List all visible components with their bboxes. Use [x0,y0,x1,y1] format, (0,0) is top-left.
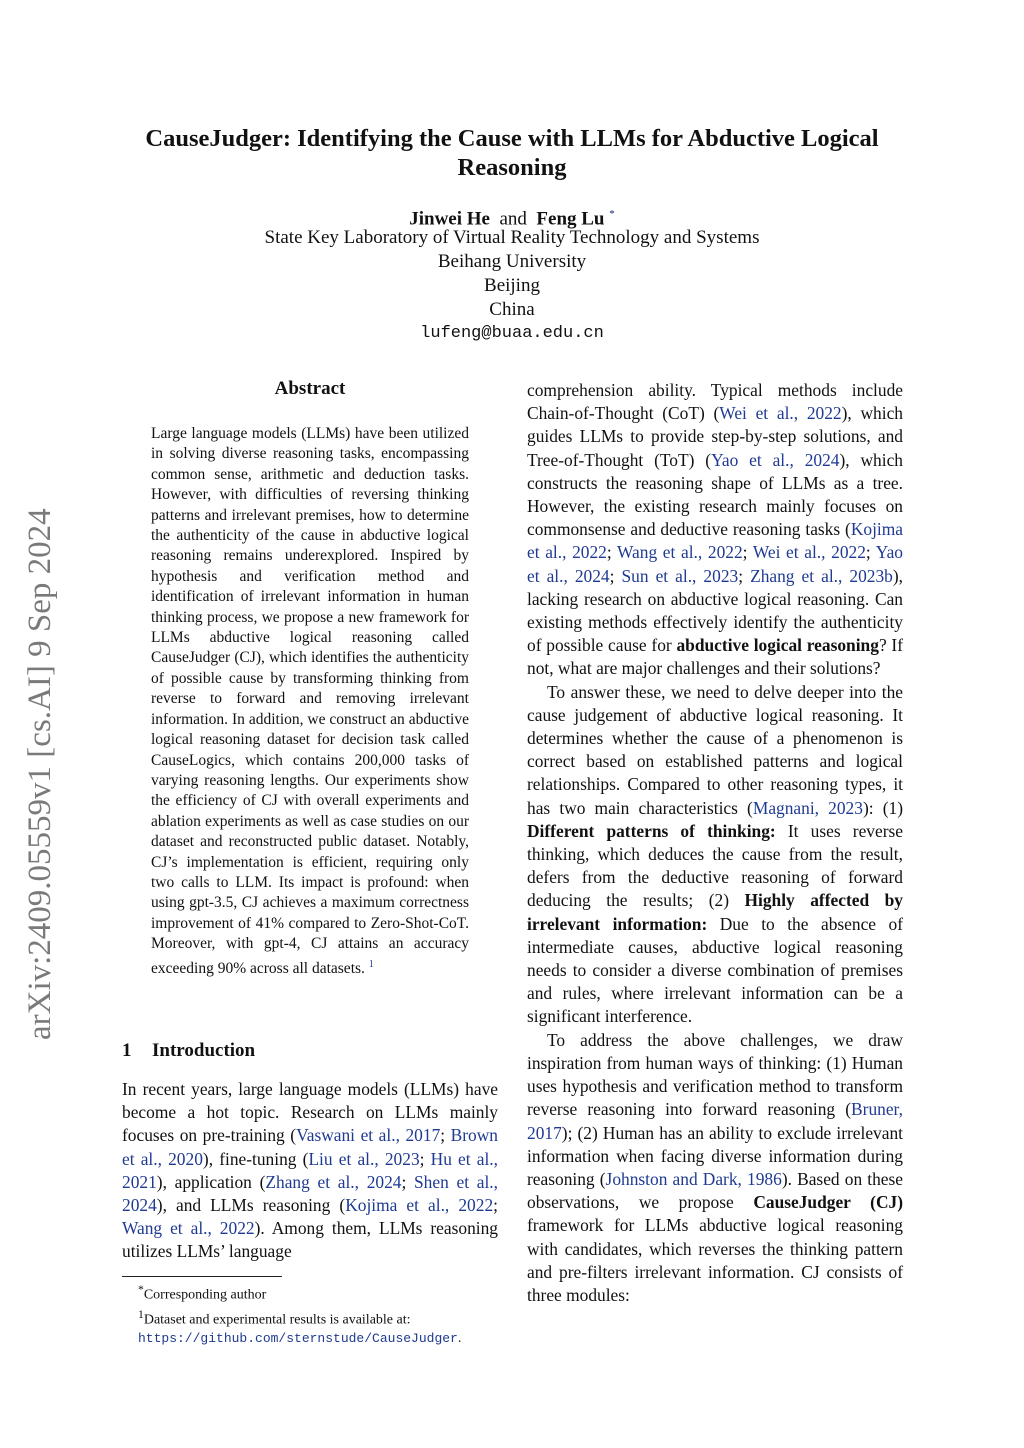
author-and: and [499,208,527,230]
abstract-text: Large language models (LLMs) have been utilized in solving diverse reasoning tasks, encompassing common sense, arithmetic and deduction tasks. However, with difficulties of reversing thinking patterns and irrelevant premises, how to determine the authenticity of the cause in abductive logical reasoning remains underexplored. Inspired by hypothesis and verification method and identification of irrelevant information in human thinking process, we propose a new framework for LLMs abductive logical reasoning called CauseJudger (CJ), which identifies the authenticity of possible cause by transforming thinking from reverse to forward and removing irrelevant information. In addition, we construct an abductive logical reasoning dataset for decision task called CauseLogics, which contains 200,000 tasks of varying reasoning lengths. Our experiments show the efficiency of CJ with overall experiments and ablation experiments as well as case studies on our dataset and reconstructed public dataset. Notably, CJ’s implementation is efficient, requiring only two calls to LLM. Its impact is profound: when using gpt-3.5, CJ achieves a maximum correctness improvement of 41% compared to Zero-Shot-CoT. Moreover, with gpt-4, CJ attains an accuracy exceeding 90% across all datasets. [151,425,469,977]
intro-paragraph-2: To answer these, we need to delve deeper into the cause judgement of abductive logical reasoning. It determines whether the cause of a phenomenon is correct based on established patterns and logical relationships. Compared to other reasoning types, it has two main characteristics (Magnani, 2023): (1) Different patterns of thinking: It uses reverse thinking, which deduces the cause from the result, defers from the deductive reasoning of forward deducing the results; (2) Highly affected by irrelevant information: Due to the absence of intermediate causes, abductive logical reasoning needs to consider a diverse combination of premises and rules, where irrelevant information can be a significant interference. [527,681,903,1027]
intro-right-column [527,379,903,1307]
intro-paragraph-left: In recent years, large language models (LLMs) have become a hot topic. Research on LLMs mainly focuses on pre-training (Vaswani et al., 2017; Brown et al., 2020), fine-tuning (Liu et al., 2023; Hu et al., 2021), application (Zhang et al., 2024; Shen et al., 2024), and LLMs reasoning (Kojima et al., 2022; Wang et al., 2022). Among them, LLMs reasoning utilizes LLMs’ language [122,1079,499,1262]
cite-bruner[interactable]: Bruner, 2017 [527,1099,903,1143]
cite-kojima[interactable]: Kojima et al., 2022 [345,1195,494,1216]
cite-brown[interactable]: Brown et al., 2020 [122,1125,498,1169]
section-title: Introduction [152,1040,256,1061]
footnote-1 [122,1305,502,1349]
cite-magnani[interactable]: Magnani, 2023 [752,797,863,818]
cite-wei[interactable]: Wei et al., 2022 [719,403,842,424]
cite-vaswani[interactable]: Vaswani et al., 2017 [296,1125,441,1146]
section-number: 1 [122,1040,132,1061]
intro-paragraph-1-cont: comprehension ability. Typical methods include Chain-of-Thought (CoT) (Wei et al., 2022), which guides LLMs to provide step-by-step solutions, and Tree-of-Thought (ToT) (Yao et al., 2024), which constructs the reasoning shape of LLMs as a tree. However, the existing research mainly focuses on commonsense and deductive reasoning tasks (Kojima et al., 2022; Wang et al., 2022; Wei et al., 2022; Yao et al., 2024; Sun et al., 2023; Zhang et al., 2023b), lacking research on abductive logical reasoning. Can existing methods effectively identify the authenticity of possible cause for abductive logical reasoning? If not, what are major challenges and their solutions? [527,380,904,679]
author-1: Jinwei He [409,208,490,230]
footnote-1-text: Dataset and experimental results is available at: [143,1312,411,1328]
affiliation-city: Beijing [484,275,540,296]
footnote-corr-mark: * [138,1283,144,1296]
section-heading [122,1040,255,1062]
cite-wang[interactable]: Wang et al., 2022 [122,1218,255,1239]
cite-yao[interactable]: Yao et al., 2024 [711,449,840,470]
footnote-corresponding [122,1280,502,1305]
abstract-footnote-mark[interactable]: 1 [368,958,374,970]
corresponding-mark: * [609,208,615,220]
cite-shen[interactable]: Shen et al., 2024 [122,1171,498,1216]
footnote-1-mark: 1 [138,1307,144,1321]
affiliation-lab: State Key Laboratory of Virtual Reality Technology and Systems [264,227,760,248]
paper-title: CauseJudger: Identifying the Cause with LLMs for Abductive Logical Reasoning [145,125,879,181]
cite-wang-2[interactable]: Wang et al., 2022 [617,542,743,563]
footnote-rule [122,1276,282,1277]
dataset-link[interactable]: https://github.com/sternstude/CauseJudger [138,1331,458,1347]
footnote-1-end: . [457,1331,462,1347]
abstract-heading: Abstract [274,378,346,399]
cite-sun[interactable]: Sun et al., 2023 [621,565,739,586]
affiliation-university: Beihang University [437,251,587,272]
cite-kojima-2[interactable]: Kojima et al., 2022 [527,519,903,563]
cite-johnston[interactable]: Johnston and Dark, 1986 [605,1168,782,1189]
cite-zhang-2023b[interactable]: Zhang et al., 2023b [750,565,893,586]
cite-liu[interactable]: Liu et al., 2023 [308,1148,420,1169]
cite-wei-2[interactable]: Wei et al., 2022 [752,542,866,563]
affiliation-country: China [489,299,535,320]
intro-paragraph-3: To address the above challenges, we draw inspiration from human ways of thinking: (1) Human uses hypothesis and verification method to transform reverse reasoning into forward reasoning (Bruner, 2017); (2) Human has an ability to exclude irrelevant information when facing diverse information during reasoning (Johnston and Dark, 1986). Based on these observations, we propose CauseJudger (CJ) framework for LLMs abductive logical reasoning with candidates, which reverses the thinking pattern and pre-filters irrelevant information. CJ consists of three modules: [527,1029,904,1305]
abstract-body [151,424,469,979]
cite-zhang-2024[interactable]: Zhang et al., 2024 [265,1171,402,1192]
footnotes [122,1280,502,1348]
author-email[interactable]: lufeng@buaa.edu.cn [420,324,604,343]
footnote-corr-text: Corresponding author [143,1287,267,1303]
author-2: Feng Lu [536,208,605,230]
cite-yao-2[interactable]: Yao et al., 2024 [527,542,903,586]
cite-hu[interactable]: Hu et al., 2021 [122,1148,499,1192]
arxiv-stamp: arXiv:2409.05559v1 [cs.AI] 9 Sep 2024 [22,508,58,1040]
affiliation [0,226,1024,346]
